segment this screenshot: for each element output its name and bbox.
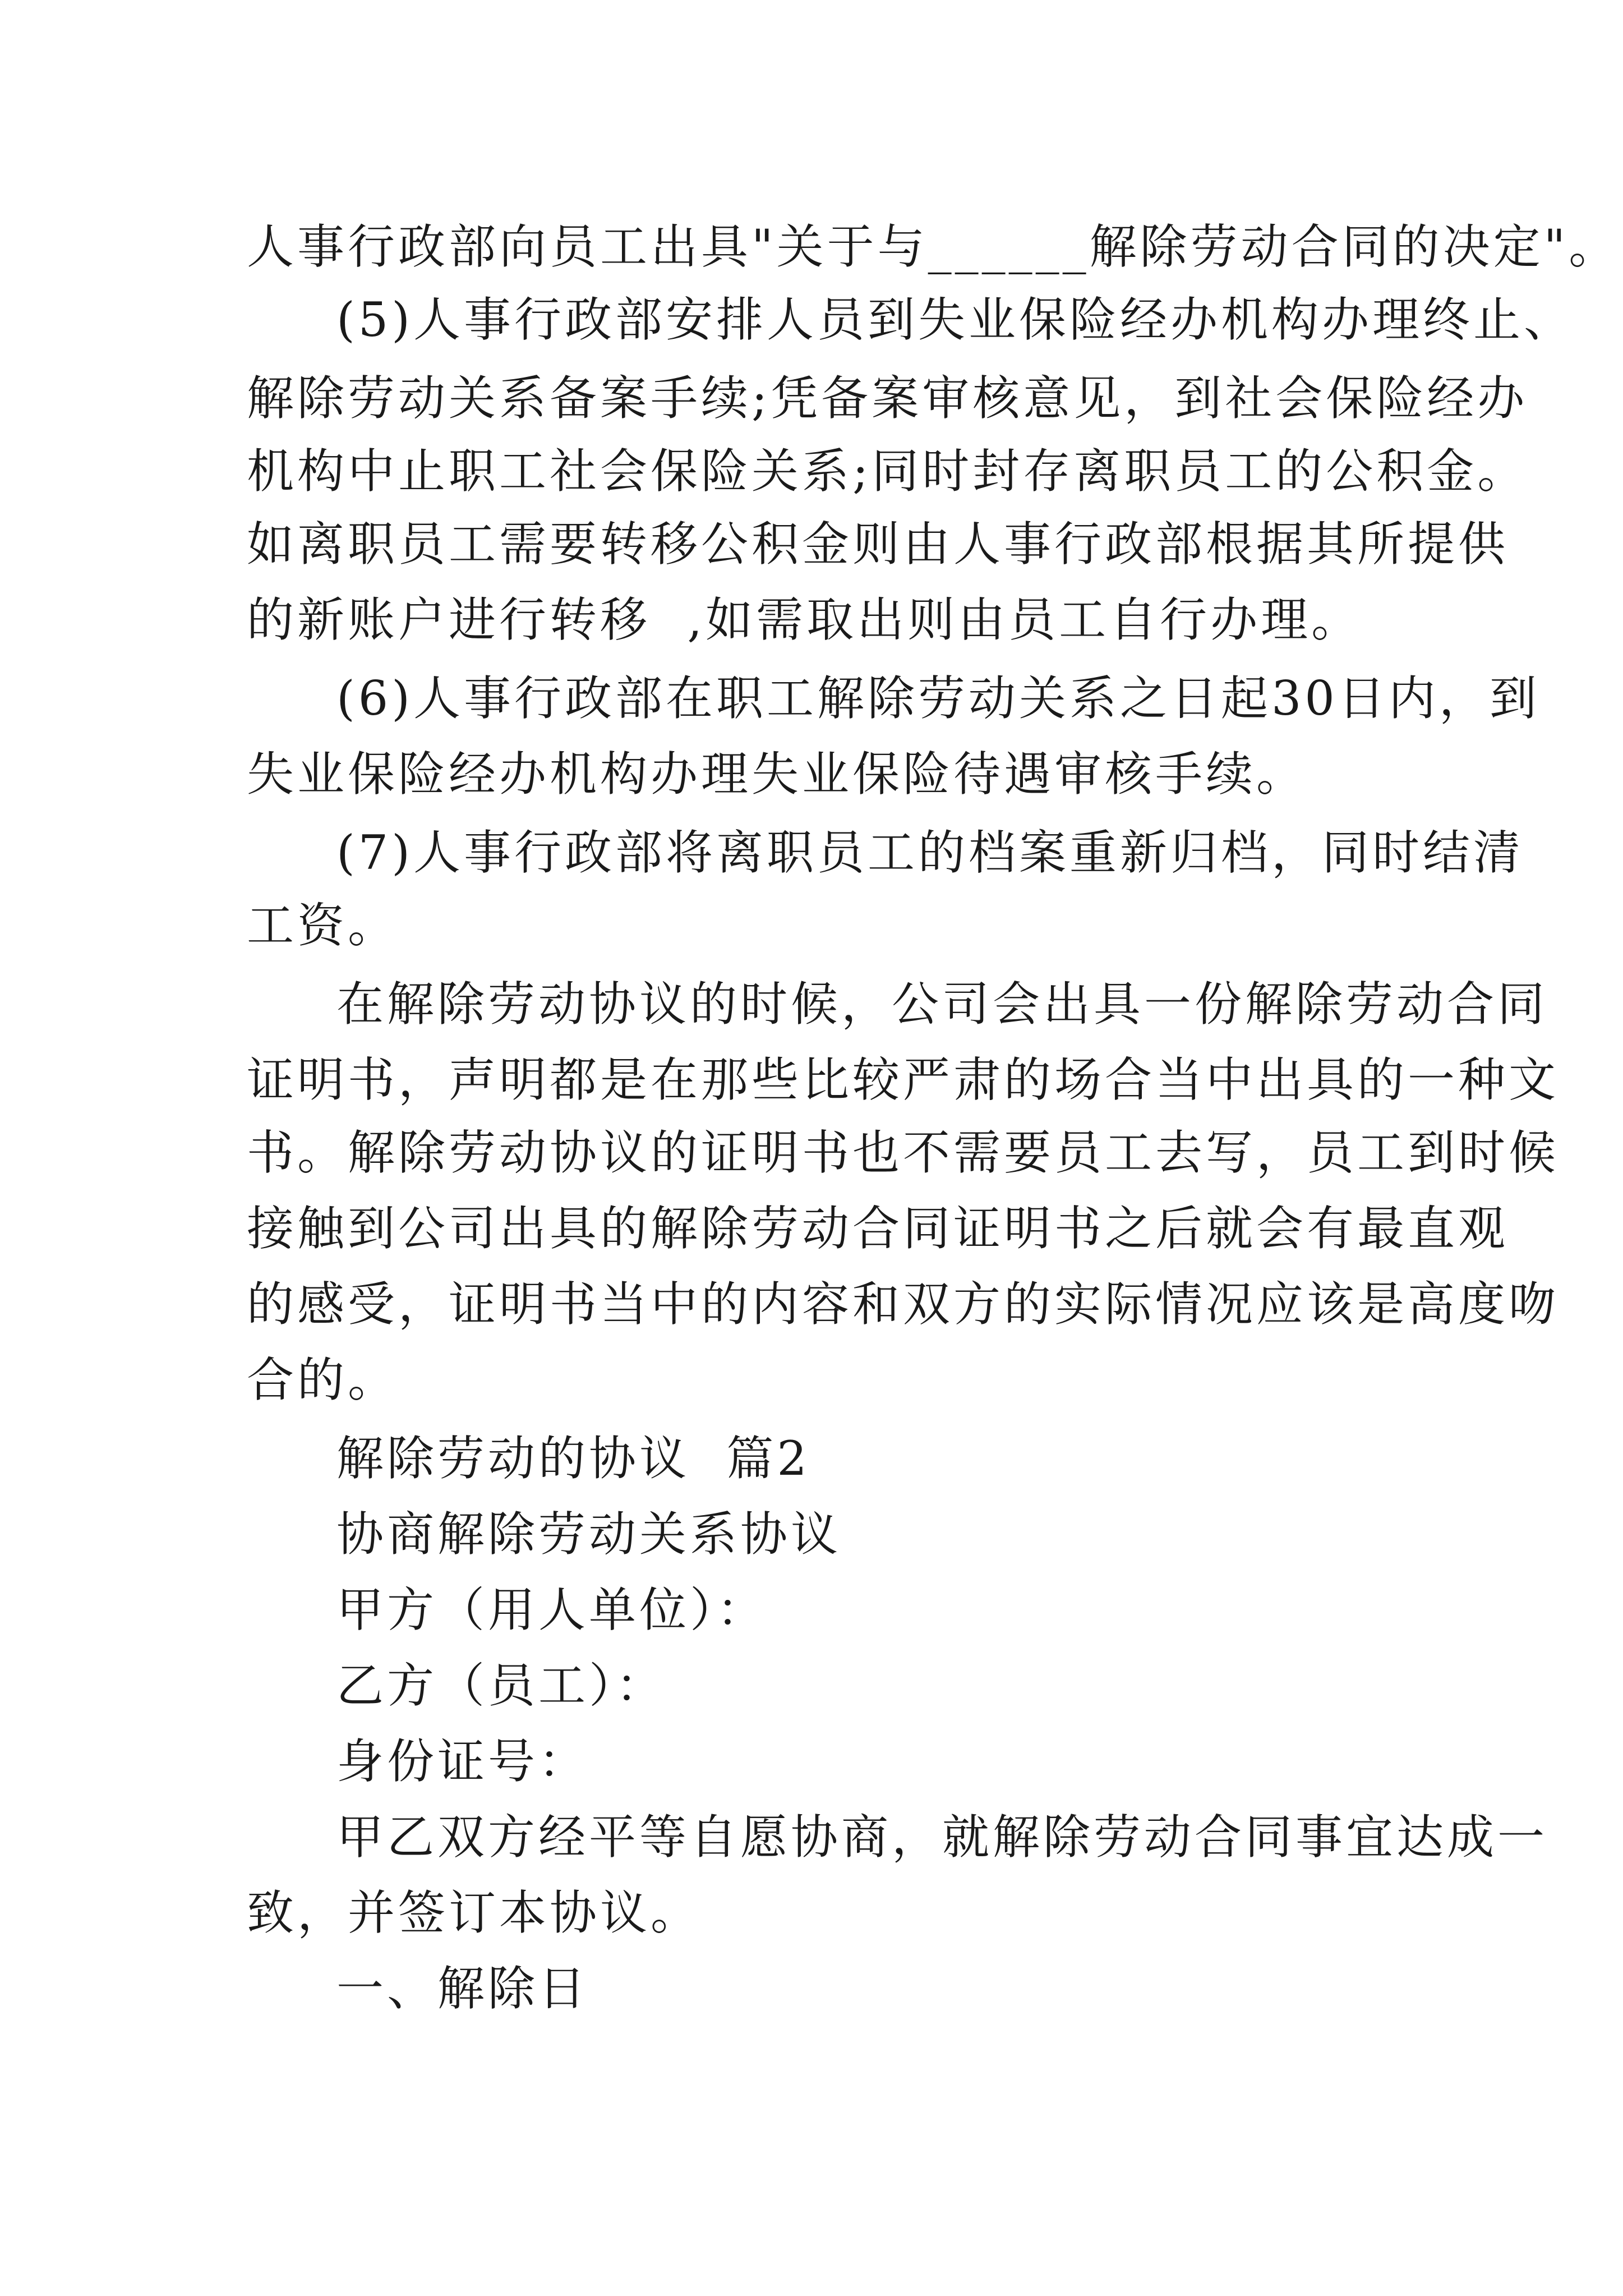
text-line: 工资。 <box>247 898 399 953</box>
text-line: 的感受，证明书当中的内容和双方的实际情况应该是高度吻 <box>247 1277 1560 1332</box>
text-line: 合的。 <box>247 1352 399 1407</box>
text-line: 人事行政部向员工出具"关于与______解除劳动合同的决定"。 <box>247 219 1620 274</box>
section-heading: 解除劳动的协议 篇2 <box>336 1431 810 1486</box>
text-line: 接触到公司出具的解除劳动合同证明书之后就会有最直观 <box>247 1201 1509 1256</box>
text-line: 解除劳动关系备案手续;凭备案审核意见，到社会保险经办 <box>247 371 1528 426</box>
text-line: 证明书，声明都是在那些比较严肃的场合当中出具的一种文 <box>247 1052 1560 1107</box>
text-line: 致，并签订本协议。 <box>247 1885 702 1940</box>
id-number-label: 身份证号： <box>336 1734 589 1789</box>
clause-heading: 一、解除日 <box>336 1961 589 2016</box>
text-line: (7)人事行政部将离职员工的档案重新归档，同时结清 <box>336 825 1524 880</box>
agreement-title: 协商解除劳动关系协议 <box>336 1507 842 1562</box>
text-line: 甲乙双方经平等自愿协商，就解除劳动合同事宜达成一 <box>336 1810 1548 1865</box>
text-line: 在解除劳动协议的时候，公司会出具一份解除劳动合同 <box>336 977 1548 1032</box>
text-line: (5)人事行政部安排人员到失业保险经办机构办理终止、 <box>336 292 1574 347</box>
text-line: 机构中止职工社会保险关系;同时封存离职员工的公积金。 <box>247 444 1528 499</box>
text-line: 如离职员工需要转移公积金则由人事行政部根据其所提供 <box>247 517 1509 572</box>
text-line: (6)人事行政部在职工解除劳动关系之日起30日内，到 <box>336 671 1540 726</box>
party-a-label: 甲方（用人单位）： <box>336 1582 768 1637</box>
text-line: 失业保险经办机构办理失业保险待遇审核手续。 <box>247 747 1307 802</box>
party-b-label: 乙方（员工）： <box>336 1658 667 1713</box>
text-line: 书。解除劳动协议的证明书也不需要员工去写，员工到时候 <box>247 1125 1560 1180</box>
text-line: 的新账户进行转移 ,如需取出则由员工自行办理。 <box>247 592 1362 647</box>
